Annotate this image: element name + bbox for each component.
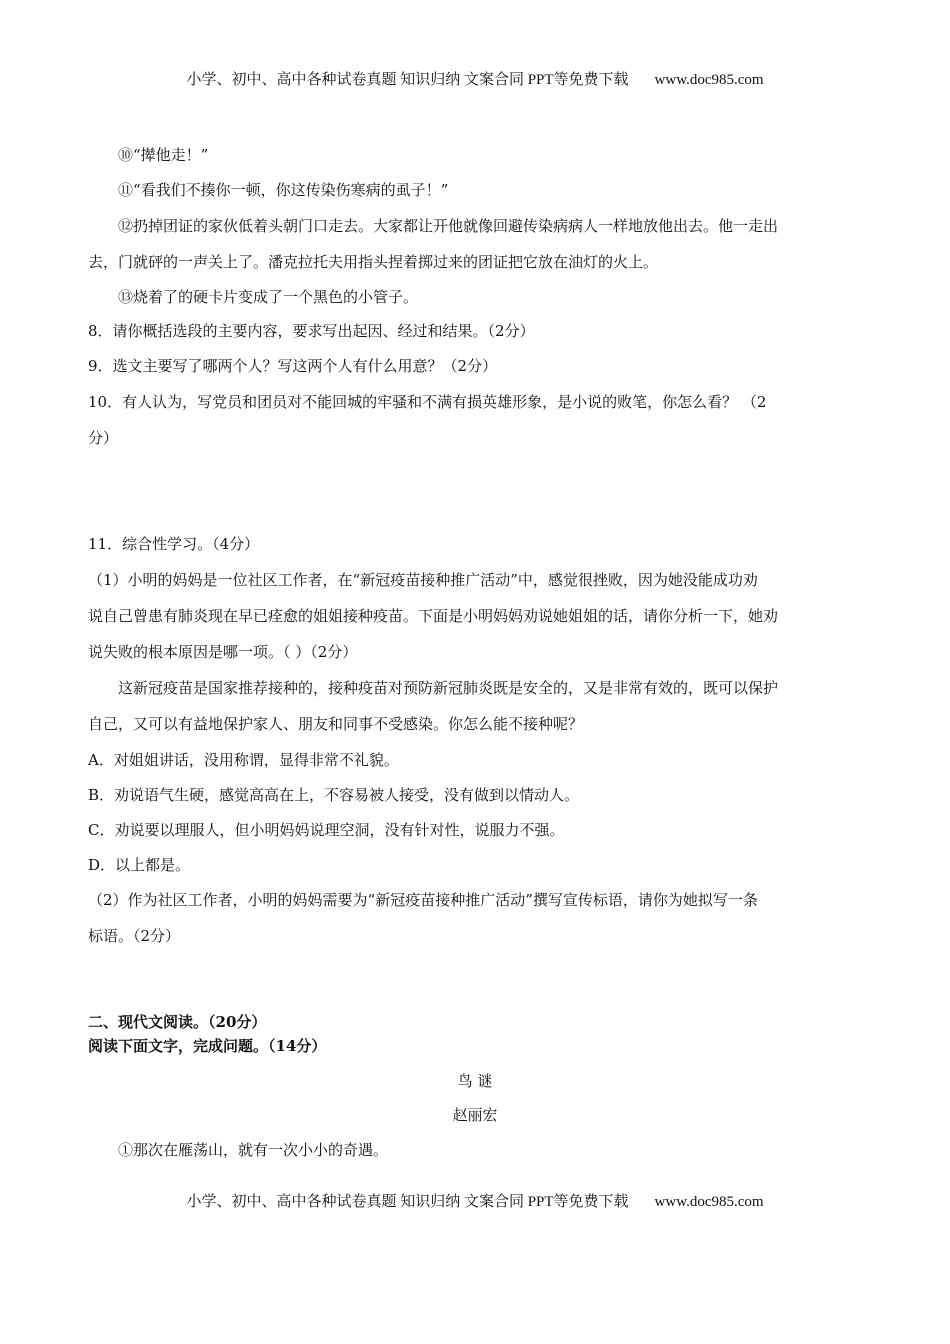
question-11-part1-line3: 说失败的根本原因是哪一项。（ ）（2分） [88, 643, 358, 661]
question-11-part2-line2: 标语。（2分） [88, 927, 181, 945]
option-c: C．劝说要以理服人，但小明妈妈说理空洞，没有针对性，说服力不强。 [88, 821, 565, 839]
option-a: A．对姐姐讲话，没用称谓，显得非常不礼貌。 [88, 751, 399, 769]
section-2-instruction: 阅读下面文字，完成问题。（14分） [88, 1037, 327, 1055]
article-author: 赵丽宏 [452, 1106, 498, 1124]
article-paragraph-1: ①那次在雁荡山，就有一次小小的奇遇。 [118, 1141, 389, 1159]
quote-line1: 这新冠疫苗是国家推荐接种的，接种疫苗对预防新冠肺炎既是安全的，又是非常有效的，既可以保护 [118, 679, 779, 697]
question-9: 9．选文主要写了哪两个人？写这两个人有什么用意？（2分） [88, 357, 498, 375]
footer-site-link[interactable]: www.doc985.com [654, 1194, 764, 1210]
story-paragraph-12-line2: 去，门就砰的一声关上了。潘克拉托夫用指头捏着掷过来的团证把它放在油灯的火上。 [88, 253, 659, 271]
story-paragraph-11: ⑪“看我们不揍你一顿，你这传染伤寒病的虱子！” [118, 181, 449, 199]
header-site-link[interactable]: www.doc985.com [654, 72, 764, 88]
option-d: D．以上都是。 [88, 856, 191, 874]
question-11-part1-line1: （1）小明的妈妈是一位社区工作者，在“新冠疫苗接种推广活动”中，感觉很挫败，因为她没能成功劝 [88, 571, 758, 589]
story-paragraph-13: ⑬烧着了的硬卡片变成了一个黑色的小管子。 [118, 288, 419, 306]
question-10-line1: 10．有人认为，写党员和团员对不能回城的牢骚和不满有损英雄形象，是小说的败笔，你怎么看？ （2 [88, 393, 767, 411]
question-11-title: 11．综合性学习。（4分） [88, 535, 260, 553]
page-footer [0, 1190, 950, 1211]
quote-line2: 自己，又可以有益地保护家人、朋友和同事不受感染。你怎么能不接种呢？ [88, 715, 584, 733]
question-11-part2-line1: （2）作为社区工作者，小明的妈妈需要为“新冠疫苗接种推广活动”撰写宣传标语，请你为她拟写一条 [88, 891, 758, 909]
page-header [0, 68, 950, 89]
header-text: 小学、初中、高中各种试卷真题 知识归纳 文案合同 PPT等免费下载 [186, 72, 629, 88]
question-8: 8．请你概括选段的主要内容，要求写出起因、经过和结果。（2分） [88, 322, 535, 340]
question-10-line2: 分） [88, 429, 119, 447]
option-b: B．劝说语气生硬，感觉高高在上，不容易被人接受，没有做到以情动人。 [88, 786, 580, 804]
story-paragraph-10: ⑩“撵他走！” [118, 146, 209, 164]
footer-text: 小学、初中、高中各种试卷真题 知识归纳 文案合同 PPT等免费下载 [186, 1194, 629, 1210]
question-11-part1-line2: 说自己曾患有肺炎现在早已痊愈的姐姐接种疫苗。下面是小明妈妈劝说她姐姐的话，请你分析一下，她劝 [88, 607, 779, 625]
section-2-heading: 二、现代文阅读。（20分） [88, 1013, 267, 1031]
article-title: 鸟 谜 [457, 1072, 493, 1090]
story-paragraph-12-line1: ⑫扔掉团证的家伙低着头朝门口走去。大家都让开他就像回避传染病病人一样地放他出去。他一走出 [118, 217, 779, 235]
